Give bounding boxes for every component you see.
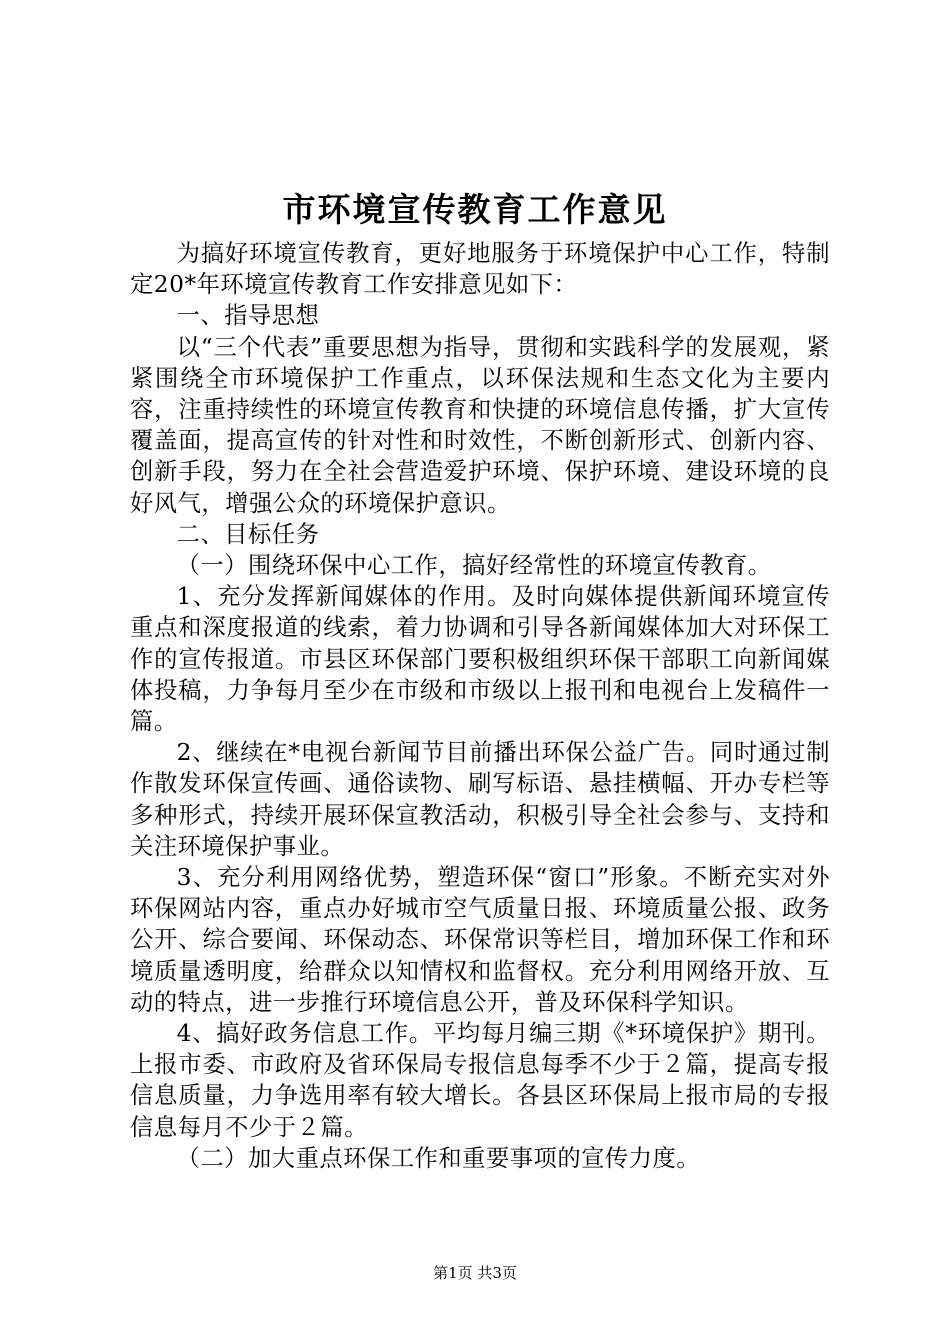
task-item-2: 2、继续在*电视台新闻节目前播出环保公益广告。同时通过制作散发环保宣传画、通俗读物、刷写标语、悬挂横幅、开办专栏等多种形式，持续开展环保宣教活动，积极引导全社会参与、支持和关注环境保护事业。 bbox=[130, 739, 830, 860]
page-footer: 第1页 共3页 bbox=[433, 1264, 517, 1282]
section-heading-guiding-ideology: 一、指导思想 bbox=[176, 302, 320, 330]
task-item-4: 4、搞好政务信息工作。平均每月编三期《*环境保护》期刊。上报市委、市政府及省环保局专报信息每季不少于２篇，提高专报信息质量，力争选用率有较大增长。各县区环保局上报市局的专报信息每月不少于２篇。 bbox=[130, 1020, 830, 1141]
task-item-3: 3、充分利用网络优势，塑造环保“窗口”形象。不断充实对外环保网站内容，重点办好城市空气质量日报、环境质量公报、政务公开、综合要闻、环保动态、环保常识等栏目，增加环保工作和环境质量透明度，给群众以知情权和监督权。充分利用网络开放、互动的特点，进一步推行环境信息公开，普及环保科学知识。 bbox=[130, 864, 830, 1016]
subsection-heading-1: （一）围绕环保中心工作，搞好经常性的环境宣传教育。 bbox=[176, 552, 772, 580]
task-item-1: 1、充分发挥新闻媒体的作用。及时向媒体提供新闻环境宣传重点和深度报道的线索，着力协调和引导各新闻媒体加大对环保工作的宣传报道。市县区环保部门要积极组织环保干部职工向新闻媒体投稿，力争每月至少在市级和市级以上报刊和电视台上发稿件一篇。 bbox=[130, 583, 830, 736]
subsection-heading-2: （二）加大重点环保工作和重要事项的宣传力度。 bbox=[176, 1144, 701, 1172]
document-body bbox=[130, 238, 830, 1174]
intro-paragraph: 为搞好环境宣传教育，更好地服务于环境保护中心工作，特制定20*年环境宣传教育工作安排意见如下： bbox=[130, 240, 830, 299]
document-title: 市环境宣传教育工作意见 bbox=[282, 190, 668, 229]
section-heading-goals-tasks: 二、目标任务 bbox=[176, 520, 320, 548]
guiding-ideology-paragraph: 以“三个代表”重要思想为指导，贯彻和实践科学的发展观，紧紧围绕全市环境保护工作重点，以环保法规和生态文化为主要内容，注重持续性的环境宣传教育和快捷的环境信息传播，扩大宣传覆盖面，提高宣传的针对性和时效性，不断创新形式、创新内容、创新手段，努力在全社会营造爱护环境、保护环境、建设环境的良好风气，增强公众的环境保护意识。 bbox=[130, 333, 830, 517]
